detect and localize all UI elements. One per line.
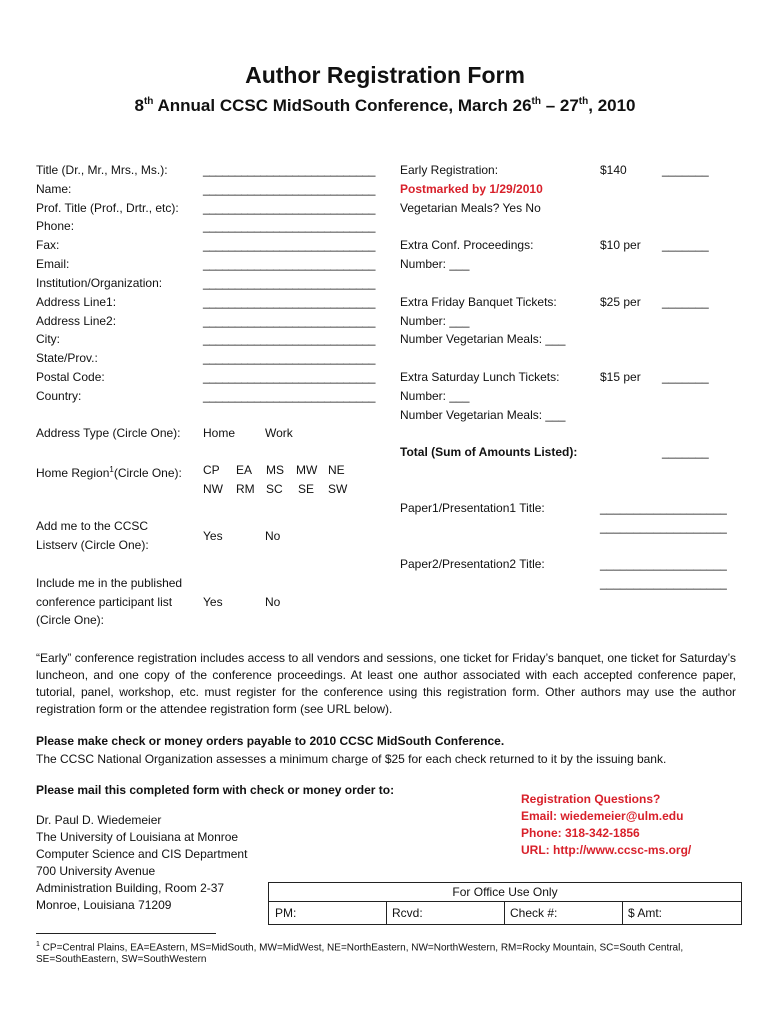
questions-heading: Registration Questions? bbox=[521, 792, 661, 806]
field-label-institution: Institution/Organization: bbox=[36, 276, 163, 290]
region-option-ne[interactable]: NE bbox=[328, 463, 345, 477]
published-yes[interactable]: Yes bbox=[203, 595, 223, 609]
banquet-tickets-label: Extra Friday Banquet Tickets: bbox=[400, 295, 557, 309]
field-label-name: Name: bbox=[36, 182, 72, 196]
listserv-label-line2: Listserv (Circle One): bbox=[36, 538, 149, 552]
paper1-title-blank-2[interactable]: ___________________ bbox=[600, 520, 727, 534]
field-blank-state[interactable]: ___________________________ bbox=[203, 351, 376, 365]
early-registration-label: Early Registration: bbox=[400, 163, 499, 177]
region-option-sw[interactable]: SW bbox=[328, 482, 348, 496]
mail-address-line: Computer Science and CIS Department bbox=[36, 847, 248, 861]
lunch-tickets-price: $15 per bbox=[600, 370, 641, 384]
mail-address-line: Administration Building, Room 2-37 bbox=[36, 881, 225, 895]
region-footnote: $^1$ CP=Central Plains, EA=EAstern, MS=MidSouth, MW=MidWest, NE=NorthEastern, NW=NorthWestern, RM=Rocky Mountain, SC=South Central, SE=SouthEastern, SW=SouthWestern bbox=[36, 941, 684, 966]
extra-proceedings-price: $10 per bbox=[600, 238, 641, 252]
postmark-deadline: Postmarked by 1/29/2010 bbox=[400, 182, 543, 196]
lunch-vegetarian-number[interactable]: Number Vegetarian Meals: ___ bbox=[400, 408, 566, 422]
lunch-tickets-number[interactable]: Number: ___ bbox=[400, 389, 470, 403]
vegetarian-meals-option[interactable]: Vegetarian Meals? Yes No bbox=[400, 201, 541, 215]
extra-proceedings-label: Extra Conf. Proceedings: bbox=[400, 238, 534, 252]
field-label-fax: Fax: bbox=[36, 238, 60, 252]
listserv-yes[interactable]: Yes bbox=[203, 529, 223, 543]
footnote-rule bbox=[36, 933, 216, 934]
early-registration-paragraph: “Early” conference registration includes access to all vendors and sessions, one ticket for Friday’s banquet, one ticket for Saturday’s luncheon, and one copy of the conference proceedings. At least one author associated with each accepted conference paper, tutorial, panel, workshop, etc. must register for the conference using this registration form. Other authors may use the author registration form or the attendee registration form (see URL below). bbox=[36, 651, 736, 716]
office-use-box bbox=[268, 882, 742, 925]
office-use-header: For Office Use Only bbox=[452, 885, 558, 899]
mail-address-line: Dr. Paul D. Wiedemeier bbox=[36, 813, 162, 827]
field-blank-title[interactable]: ___________________________ bbox=[203, 163, 376, 177]
field-label-city: City: bbox=[36, 332, 60, 346]
field-blank-email[interactable]: ___________________________ bbox=[203, 257, 376, 271]
office-check-cell: Check #: bbox=[510, 906, 558, 920]
region-option-ms[interactable]: MS bbox=[266, 463, 284, 477]
mail-heading: Please mail this completed form with check or money order to: bbox=[36, 783, 395, 797]
published-label-line1: Include me in the published bbox=[36, 576, 183, 590]
lunch-tickets-label: Extra Saturday Lunch Tickets: bbox=[400, 370, 560, 384]
paper2-title-label: Paper2/Presentation2 Title: bbox=[400, 557, 545, 571]
published-label-line2: conference participant list bbox=[36, 595, 173, 609]
field-blank-name[interactable]: ___________________________ bbox=[203, 182, 376, 196]
published-label-line3: (Circle One): bbox=[36, 613, 105, 627]
field-blank-phone[interactable]: ___________________________ bbox=[203, 219, 376, 233]
listserv-no[interactable]: No bbox=[265, 529, 281, 543]
region-option-se[interactable]: SE bbox=[298, 482, 315, 496]
address-type-label: Address Type (Circle One): bbox=[36, 426, 181, 440]
region-option-ea[interactable]: EA bbox=[236, 463, 253, 477]
mail-address-line: 700 University Avenue bbox=[36, 864, 156, 878]
home-region-label: Home Region$^1$(Circle One): bbox=[36, 465, 182, 480]
field-label-state: State/Prov.: bbox=[36, 351, 98, 365]
banquet-tickets-number[interactable]: Number: ___ bbox=[400, 314, 470, 328]
field-blank-address2[interactable]: ___________________________ bbox=[203, 314, 376, 328]
address-type-work[interactable]: Work bbox=[265, 426, 293, 440]
mail-address-line: Monroe, Louisiana 71209 bbox=[36, 898, 172, 912]
questions-email[interactable]: Email: wiedemeier@ulm.edu bbox=[521, 809, 684, 823]
field-label-phone: Phone: bbox=[36, 219, 75, 233]
region-option-cp[interactable]: CP bbox=[203, 463, 220, 477]
office-rcvd-cell: Rcvd: bbox=[392, 906, 423, 920]
paper2-title-blank-1[interactable]: ___________________ bbox=[600, 557, 727, 571]
questions-phone: Phone: 318-342-1856 bbox=[521, 826, 640, 840]
region-option-mw[interactable]: MW bbox=[296, 463, 318, 477]
published-no[interactable]: No bbox=[265, 595, 281, 609]
field-label-email: Email: bbox=[36, 257, 70, 271]
field-label-postal: Postal Code: bbox=[36, 370, 105, 384]
address-type-home[interactable]: Home bbox=[203, 426, 236, 440]
extra-proceedings-blank[interactable]: _______ bbox=[662, 238, 709, 252]
region-option-rm[interactable]: RM bbox=[236, 482, 255, 496]
office-amount-cell: $ Amt: bbox=[628, 906, 663, 920]
listserv-label-line1: Add me to the CCSC bbox=[36, 519, 149, 533]
extra-proceedings-number[interactable]: Number: ___ bbox=[400, 257, 470, 271]
lunch-tickets-blank[interactable]: _______ bbox=[662, 370, 709, 384]
field-label-country: Country: bbox=[36, 389, 82, 403]
early-registration-blank[interactable]: _______ bbox=[662, 163, 709, 177]
office-pm-cell: PM: bbox=[275, 906, 297, 920]
returned-check-note: The CCSC National Organization assesses a minimum charge of $25 for each check returned to it by the issuing bank. bbox=[36, 752, 667, 766]
field-blank-prof-title[interactable]: ___________________________ bbox=[203, 201, 376, 215]
payment-instructions: Please make check or money orders payable to 2010 CCSC MidSouth Conference. bbox=[36, 734, 505, 748]
field-label-address2: Address Line2: bbox=[36, 314, 117, 328]
banquet-tickets-price: $25 per bbox=[600, 295, 641, 309]
conference-subtitle: 8th Annual CCSC MidSouth Conference, March 26th – 27th, 2010 bbox=[134, 96, 636, 115]
field-label-address1: Address Line1: bbox=[36, 295, 117, 309]
paper1-title-blank-1[interactable]: ___________________ bbox=[600, 501, 727, 515]
field-blank-postal[interactable]: ___________________________ bbox=[203, 370, 376, 384]
form-title: Author Registration Form bbox=[245, 62, 525, 88]
field-blank-country[interactable]: ___________________________ bbox=[203, 389, 376, 403]
field-label-prof-title: Prof. Title (Prof., Drtr., etc): bbox=[36, 201, 179, 215]
field-blank-institution[interactable]: ___________________________ bbox=[203, 276, 376, 290]
total-blank[interactable]: _______ bbox=[662, 445, 709, 459]
region-option-nw[interactable]: NW bbox=[203, 482, 223, 496]
questions-url[interactable]: URL: http://www.ccsc-ms.org/ bbox=[521, 843, 692, 857]
banquet-tickets-blank[interactable]: _______ bbox=[662, 295, 709, 309]
field-blank-fax[interactable]: ___________________________ bbox=[203, 238, 376, 252]
paper1-title-label: Paper1/Presentation1 Title: bbox=[400, 501, 545, 515]
field-blank-city[interactable]: ___________________________ bbox=[203, 332, 376, 346]
paper2-title-blank-2[interactable]: ___________________ bbox=[600, 576, 727, 590]
banquet-vegetarian-number[interactable]: Number Vegetarian Meals: ___ bbox=[400, 332, 566, 346]
mail-address-line: The University of Louisiana at Monroe bbox=[36, 830, 239, 844]
field-label-title: Title (Dr., Mr., Mrs., Ms.): bbox=[36, 163, 168, 177]
total-label: Total (Sum of Amounts Listed): bbox=[400, 445, 578, 459]
region-option-sc[interactable]: SC bbox=[266, 482, 283, 496]
early-registration-price: $140 bbox=[600, 163, 627, 177]
field-blank-address1[interactable]: ___________________________ bbox=[203, 295, 376, 309]
